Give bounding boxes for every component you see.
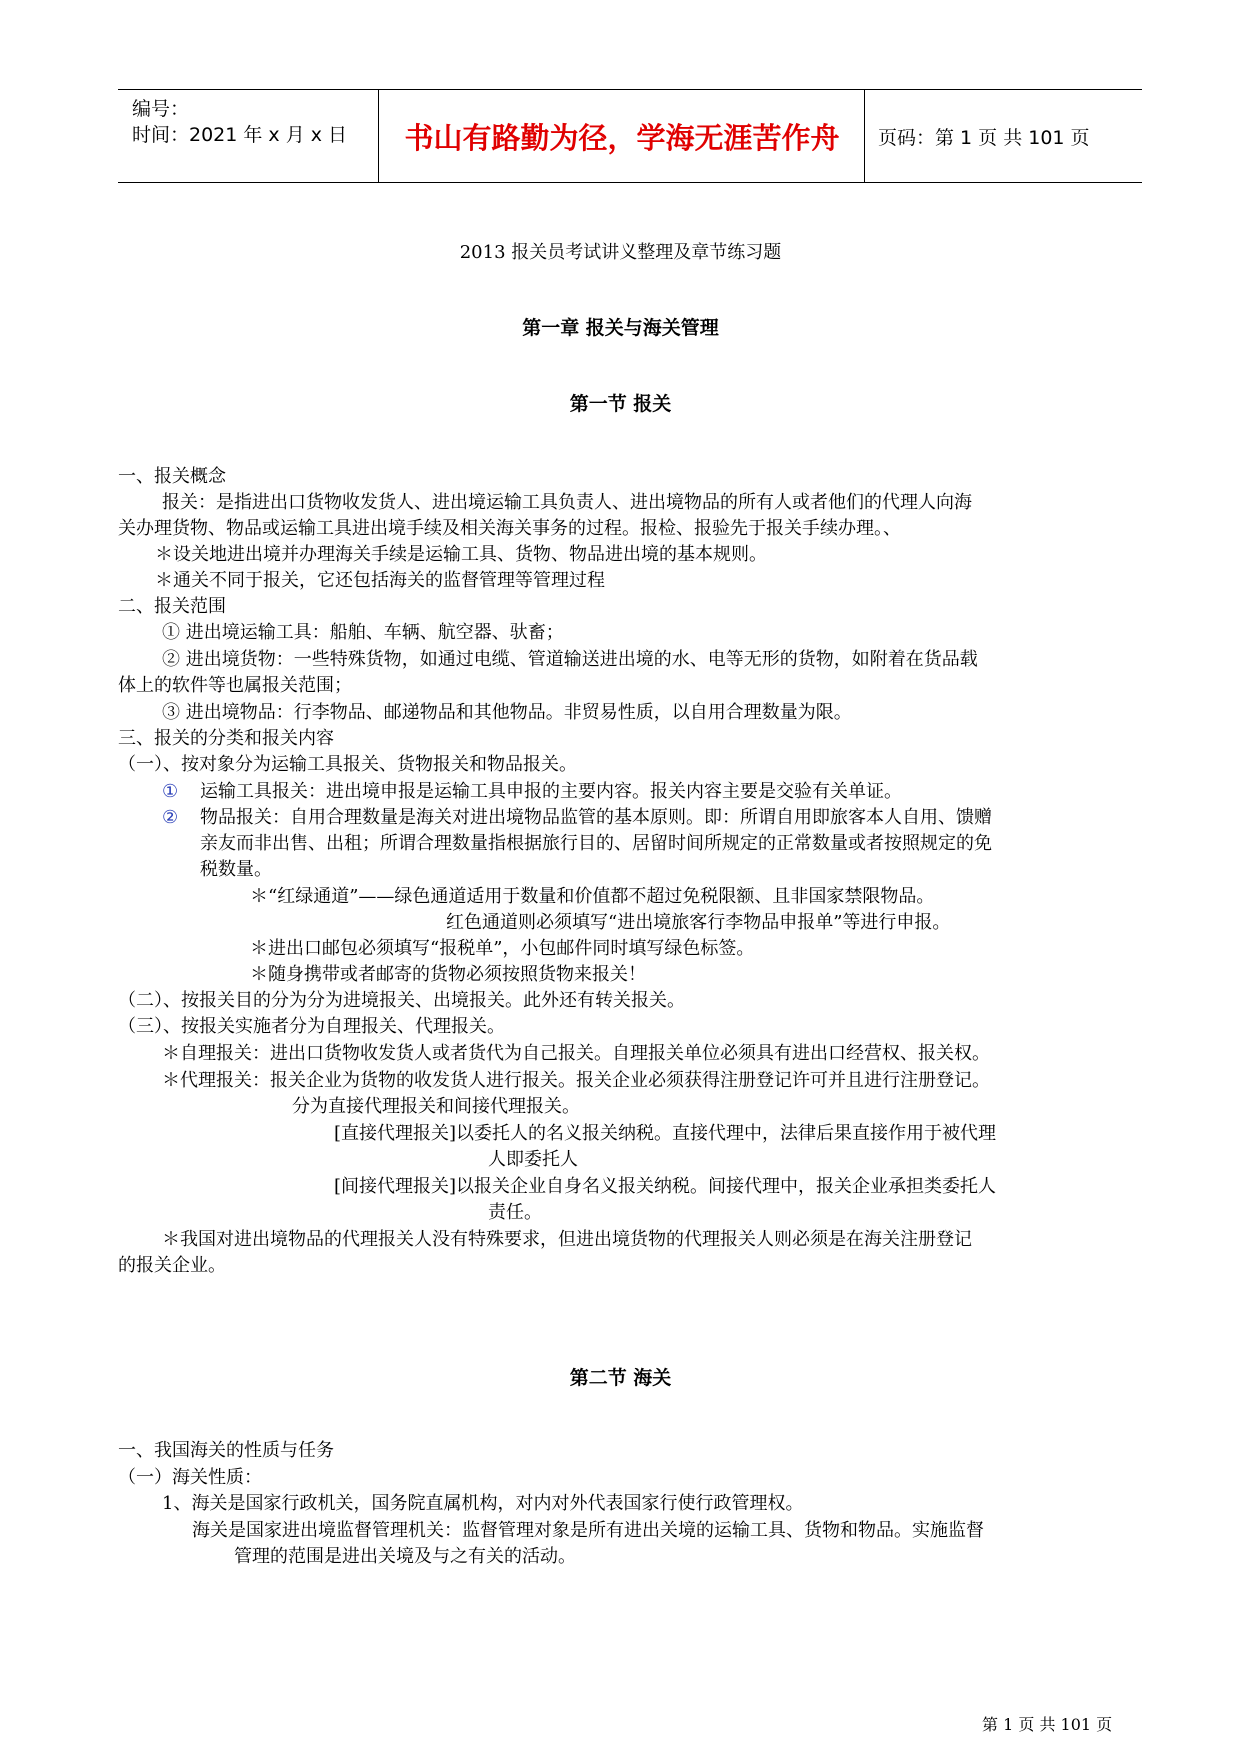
header-table bbox=[118, 89, 1142, 183]
paragraph-line: 的报关企业。 bbox=[118, 1255, 226, 1276]
subheading-line: （三）、按报关实施者分为自理报关、代理报关。 bbox=[118, 1016, 505, 1037]
paragraph-line: 税数量。 bbox=[200, 859, 272, 880]
document-title: 2013 报关员考试讲义整理及章节练习题 bbox=[459, 242, 782, 263]
note-line: ＊“红绿通道”——绿色通道适用于数量和价值都不超过免税限额、且非国家禁限物品。 bbox=[250, 886, 935, 907]
list-item: 物品报关：自用合理数量是海关对进出境物品监管的基本原则。即：所谓自用即旅客本人自用、馈赠 bbox=[200, 807, 992, 828]
note-line: ＊进出口邮包必须填写“报税单”，小包邮件同时填写绿色标签。 bbox=[250, 938, 755, 959]
section-title: 第一节 报关 bbox=[569, 393, 672, 415]
subheading-line: （二）、按报关目的分为分为进境报关、出境报关。此外还有转关报关。 bbox=[118, 990, 685, 1011]
note-line: ＊代理报关：报关企业为货物的收发货人进行报关。报关企业必须获得注册登记许可并且进行注册登记。 bbox=[162, 1070, 990, 1091]
note-line: ＊通关不同于报关，它还包括海关的监督管理等管理过程 bbox=[155, 570, 605, 591]
paragraph-line: 关办理货物、物品或运输工具进出境手续及相关海关事务的过程。报检、报验先于报关手续办理。、 bbox=[118, 518, 901, 539]
number-label: 编号： bbox=[132, 98, 190, 120]
paragraph-line: 人即委托人 bbox=[488, 1149, 578, 1170]
paragraph-line: 海关是国家进出境监督管理机关：监督管理对象是所有进出关境的运输工具、货物和物品。实施监督 bbox=[192, 1520, 984, 1541]
paragraph-line: 1、海关是国家行政机关，国务院直属机构，对内对外代表国家行使行政管理权。 bbox=[162, 1493, 804, 1514]
list-item: ③ 进出境物品：行李物品、邮递物品和其他物品。非贸易性质，以自用合理数量为限。 bbox=[162, 702, 852, 723]
motto: 书山有路勤为径，学海无涯苦作舟 bbox=[380, 90, 865, 182]
heading-line: 三、报关的分类和报关内容 bbox=[118, 728, 334, 749]
list-item: ② 进出境货物：一些特殊货物，如通过电缆、管道输送进出境的水、电等无形的货物，如附着在货品载 bbox=[162, 649, 978, 670]
list-marker: ② bbox=[162, 807, 179, 828]
note-line: 红色通道则必须填写“进出境旅客行李物品申报单”等进行申报。 bbox=[446, 912, 951, 933]
list-marker: ① bbox=[162, 781, 179, 802]
subheading-line: （一）海关性质： bbox=[118, 1467, 262, 1488]
paragraph-line: 亲友而非出售、出租；所谓合理数量指根据旅行目的、居留时间所规定的正常数量或者按照规定的免 bbox=[200, 833, 992, 854]
note-line: ＊我国对进出境物品的代理报关人没有特殊要求，但进出境货物的代理报关人则必须是在海关注册登记 bbox=[162, 1229, 972, 1250]
section-title: 第二节 海关 bbox=[569, 1367, 672, 1389]
paragraph-line: 体上的软件等也属报关范围； bbox=[118, 675, 352, 696]
note-line: ＊自理报关：进出口货物收发货人或者货代为自己报关。自理报关单位必须具有进出口经营权、报关权。 bbox=[162, 1043, 990, 1064]
subheading-line: （一）、按对象分为运输工具报关、货物报关和物品报关。 bbox=[118, 754, 577, 775]
chapter-title: 第一章 报关与海关管理 bbox=[522, 317, 719, 339]
note-line: ＊设关地进出境并办理海关手续是运输工具、货物、物品进出境的基本规则。 bbox=[155, 544, 767, 565]
note-line: ＊随身携带或者邮寄的货物必须按照货物来报关！ bbox=[250, 964, 646, 985]
time-label: 时间：2021 年 x 月 x 日 bbox=[132, 124, 348, 146]
heading-line: 一、报关概念 bbox=[118, 466, 226, 487]
list-item: ① 进出境运输工具：船舶、车辆、航空器、驮畜； bbox=[162, 622, 564, 643]
heading-line: 一、我国海关的性质与任务 bbox=[118, 1440, 334, 1461]
paragraph-line: 报关：是指进出口货物收发货人、进出境运输工具负责人、进出境物品的所有人或者他们的代理人向海 bbox=[162, 492, 972, 513]
heading-line: 二、报关范围 bbox=[118, 596, 226, 617]
paragraph-line: 责任。 bbox=[488, 1202, 542, 1223]
paragraph-line: [间接代理报关]以报关企业自身名义报关纳税。间接代理中，报关企业承担类委托人 bbox=[334, 1176, 997, 1197]
header-meta-cell bbox=[118, 90, 379, 182]
paragraph-line: [直接代理报关]以委托人的名义报关纳税。直接代理中，法律后果直接作用于被代理 bbox=[334, 1123, 997, 1144]
list-item: 运输工具报关：进出境申报是运输工具申报的主要内容。报关内容主要是交验有关单证。 bbox=[200, 781, 902, 802]
paragraph-line: 管理的范围是进出关境及与之有关的活动。 bbox=[234, 1546, 576, 1567]
paragraph-line: 分为直接代理报关和间接代理报关。 bbox=[292, 1096, 580, 1117]
page-label: 页码：第 1 页 共 101 页 bbox=[878, 126, 1090, 149]
page-footer: 第 1 页 共 101 页 bbox=[982, 1715, 1113, 1734]
